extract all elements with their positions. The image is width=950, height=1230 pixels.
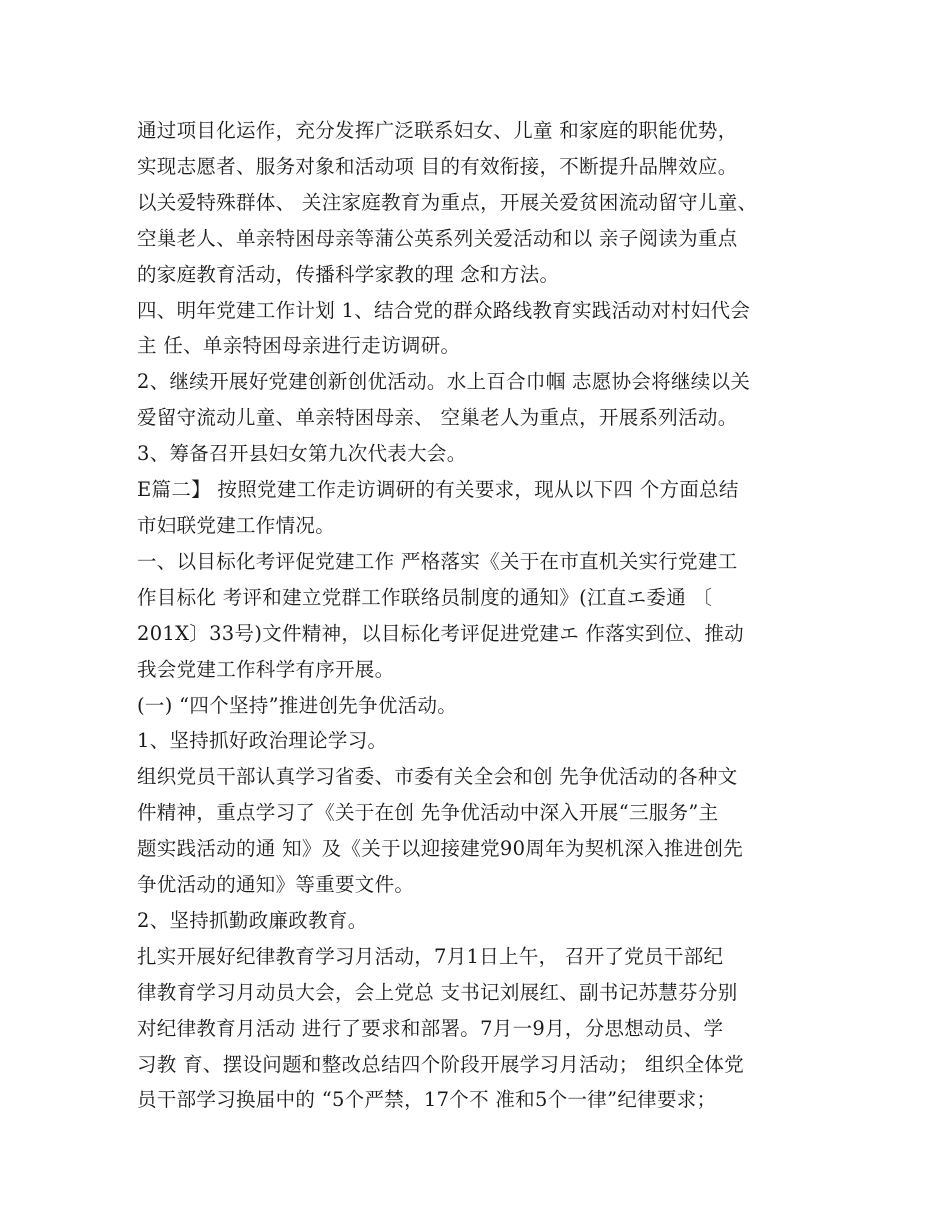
text-line: 我会党建工作科学有序开展。: [137, 657, 395, 681]
text-line: 作目标化 考评和建立党群工作联络员制度的通知》(江直エ委通 〔: [137, 585, 713, 609]
text-line: 201X〕33号)文件精神，以目标化考评促进党建エ 作落实到位、推动: [137, 621, 744, 645]
text-line: 题实践活动的通 知》及《关于以迎接建党90周年为契机深入推进创先: [137, 837, 744, 861]
text-line: 律教育学习月动员大会，会上党总 支书记刘展红、副书记苏慧芬分别: [137, 980, 738, 1004]
text-line: E篇二】 按照党建工作走访调研的有关要求，现从以下四 个方面总结: [137, 478, 739, 502]
text-line: 以关爱特殊群体、 关注家庭教育为重点，开展关爱贫困流动留守儿童、: [137, 190, 758, 214]
text-line: 实现志愿者、服务对象和活动项 目的有效衔接，不断提升品牌效应。: [137, 154, 738, 178]
text-line: 员干部学习换届中的 “5个严禁，17个不 准和5个一律”纪律要求；: [137, 1088, 717, 1112]
text-line: 件精神，重点学习了《关于在创 先争优活动中深入开展“三服务”主: [137, 801, 719, 825]
text-line: 2、坚持抓勤政廉政教育。: [137, 908, 368, 932]
text-line: 的家庭教育活动，传播科学家教的理 念和方法。: [137, 262, 560, 286]
document-body: [137, 113, 827, 1118]
text-line: 3、筹备召开县妇女第九次代表大会。: [137, 442, 467, 466]
text-line: 组织党员干部认真学习省委、市委有关全会和创 先争优活动的各种文: [137, 765, 738, 789]
text-line: (一) “四个坚持”推进创先争优活动。: [137, 693, 458, 717]
text-line: 对纪律教育月活动 进行了要求和部署。7月一9月，分思想动员、学: [137, 1016, 724, 1040]
text-line: 主 任、单亲特困母亲进行走访调研。: [137, 334, 461, 358]
text-line: 一、以目标化考评促党建工作 严格落实《关于在市直机关实行党建工: [137, 549, 738, 573]
text-line: 扎实开展好纪律教育学习月活动，7月1日上午， 召开了党员干部纪: [137, 944, 724, 968]
text-line: 四、明年党建工作计划 1、结合党的群众路线教育实践活动对村妇代会: [137, 298, 751, 322]
text-line: 市妇联党建工作情况。: [137, 513, 336, 537]
text-line: 争优活动的通知》等重要文件。: [137, 873, 415, 897]
text-line: 爱留守流动儿童、单亲特困母亲、 空巢老人为重点，开展系列活动。: [137, 406, 738, 430]
text-line: 通过项目化运作，充分发挥广泛联系妇女、儿童 和家庭的职能优势，: [137, 119, 738, 142]
text-line: 2、继续开展好党建创新创优活动。水上百合巾帼 志愿协会将继续以关: [137, 370, 751, 394]
text-line: 习教 育、摆设问题和整改总结四个阶段开展学习月活动； 组织全体党: [137, 1052, 744, 1076]
text-line: 1、坚持抓好政治理论学习。: [137, 729, 388, 753]
text-line: 空巢老人、单亲特困母亲等蒲公英系列关爱活动和以 亲子阅读为重点: [137, 226, 738, 250]
